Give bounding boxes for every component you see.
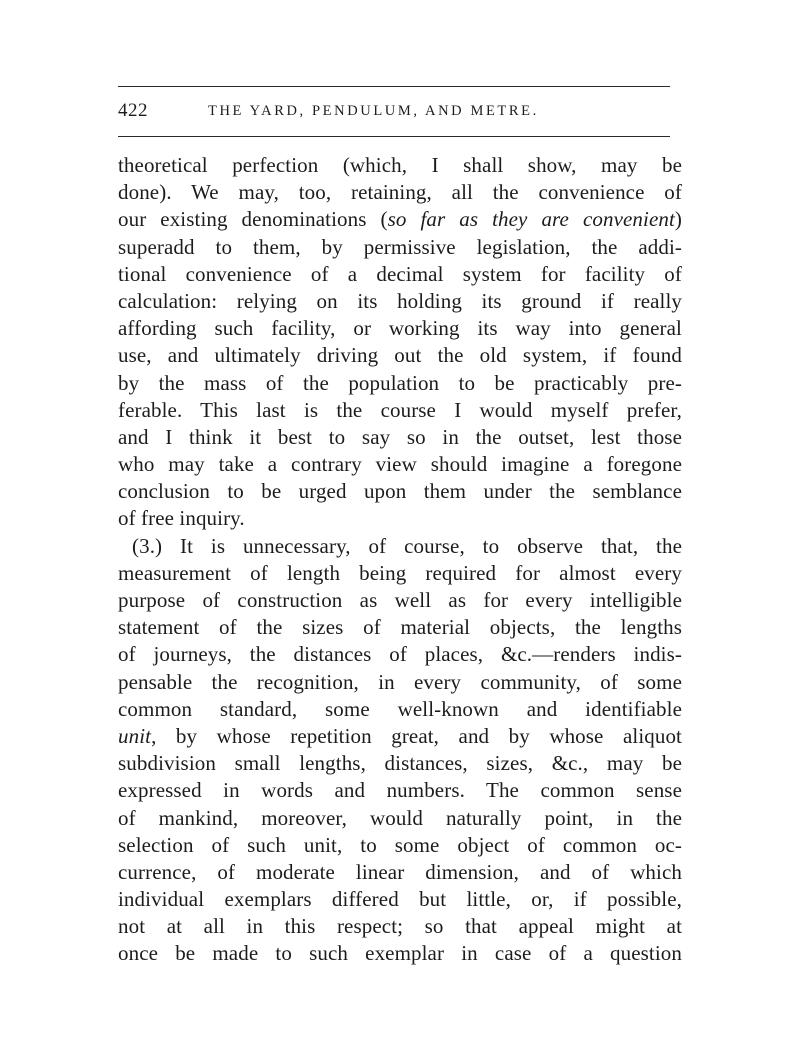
text-line: measurement of length being required for almost every [118,560,682,585]
text-line [118,723,682,750]
text-line: who may take a contrary view should imagine a foregone [118,452,682,477]
text-line: of journeys, the distances of places, &c.—renders indis- [118,642,682,667]
header-bottom-rule [118,136,670,137]
text-line: once be made to such exemplar in case of a question [118,941,682,966]
text-line: calculation: relying on its holding its ground if really [118,288,682,313]
paragraph-start-line: (3.) It is unnecessary, of course, to observe that, the [132,533,682,558]
text-line-end: , by whose repetition great, and by whose aliquot [151,723,682,748]
text-line: subdivision small lengths, distances, sizes, &c., may be [118,751,682,776]
text-line: ferable. This last is the course I would myself prefer, [118,397,682,422]
text-line-end: ) [674,207,682,232]
text-line: affording such facility, or working its way into general [118,316,682,341]
text-line: individual exemplars differed but little, or, if possible, [118,887,682,912]
text-line-start: our existing denominations ( [118,207,388,232]
text-line: of free inquiry. [118,506,245,531]
text-line: pensable the recognition, in every community, of some [118,669,682,694]
running-title: THE YARD, PENDULUM, AND METRE. [208,103,539,119]
running-head [118,100,678,128]
page-number: 422 [118,100,148,121]
header-top-rule [118,86,670,87]
italic-word: unit [118,723,152,748]
text-line: selection of such unit, to some object of common oc- [118,832,682,857]
italic-phrase: so far as they are convenient [387,207,675,232]
text-line [118,206,682,233]
text-line: expressed in words and numbers. The common sense [118,778,682,803]
text-line: common standard, some well-known and identifiable [118,696,682,721]
text-line: currence, of moderate linear dimension, and of which [118,859,682,884]
text-line: of mankind, moreover, would naturally point, in the [118,805,682,830]
text-line: not at all in this respect; so that appeal might at [118,914,682,939]
text-line: theoretical perfection (which, I shall show, may be [118,153,682,177]
text-line: tional convenience of a decimal system for facility of [118,261,682,286]
text-line: use, and ultimately driving out the old system, if found [118,343,682,368]
text-line: by the mass of the population to be practicably pre- [118,370,682,395]
text-line: statement of the sizes of material objects, the lengths [118,615,682,640]
text-line: done). We may, too, retaining, all the convenience of [118,180,682,205]
text-line: and I think it best to say so in the outset, lest those [118,424,682,449]
body-text [118,152,682,968]
text-line: superadd to them, by permissive legislation, the addi- [118,234,682,259]
text-line: conclusion to be urged upon them under the semblance [118,479,682,504]
text-line: purpose of construction as well as for every intelligible [118,588,682,612]
